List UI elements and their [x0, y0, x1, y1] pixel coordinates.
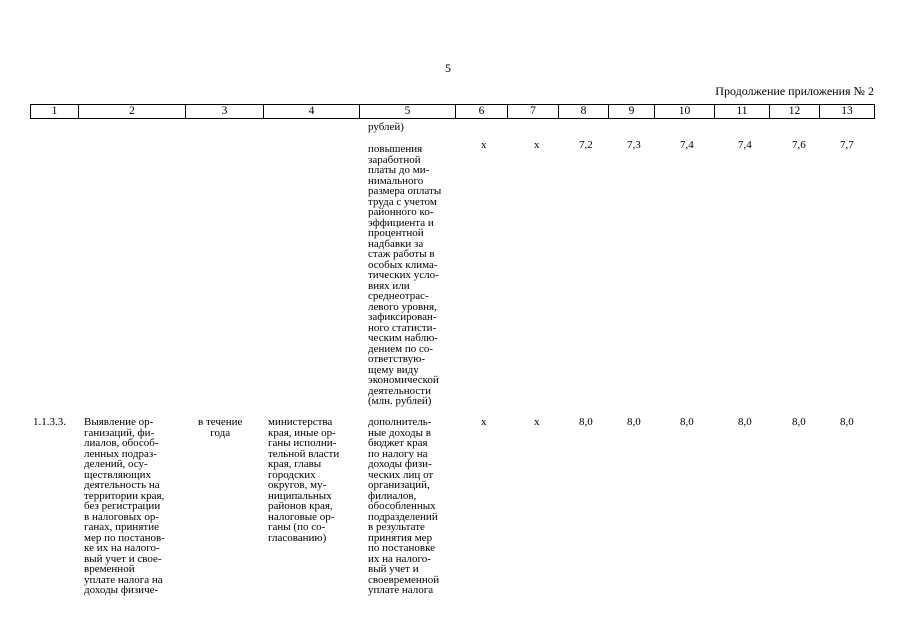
column-header: 12 — [770, 105, 820, 119]
row-2-col8: 8,0 — [579, 416, 593, 428]
column-header: 13 — [820, 105, 875, 119]
row-2-indicator: дополнитель- ные доходы в бюджет края по налогу на доходы физи- ческих лиц от организаций, филиалов, обособленных подразделений в результате принятия мер по постановке их на налого- вый учет и своевременной уплате налога — [368, 416, 440, 596]
row-1-col11: 7,4 — [738, 139, 752, 151]
row-2-col12: 8,0 — [792, 416, 806, 428]
column-header: 2 — [79, 105, 186, 119]
row-1-col13: 7,7 — [840, 139, 854, 151]
page-number: 5 — [445, 61, 451, 75]
row-2-col7: х — [534, 416, 540, 428]
column-header: 5 — [360, 105, 456, 119]
row-2-col9: 8,0 — [627, 416, 641, 428]
column-header: 10 — [655, 105, 715, 119]
column-header: 6 — [456, 105, 508, 119]
row-1-col12: 7,6 — [792, 139, 806, 151]
row-1-col9: 7,3 — [627, 139, 641, 151]
column-header: 9 — [609, 105, 655, 119]
row-2-measure: Выявление ор- ганизаций, фи- лиалов, обособ- ленных подраз- делений, осу- ществляющих деятельность на территории края, без регистрации в налоговых ор- ганах, принятие мер по постанов- ке их на налого- вый учет и свое- временной уплате налога на доходы физиче- — [84, 416, 165, 596]
row-2-col6: х — [481, 416, 487, 428]
row-2-responsible: министерства края, иные ор- ганы исполни- тельной власти края, главы городских округов, му- ниципальных районов края, налоговые ор- ганы (по со- гласованию) — [268, 416, 340, 544]
column-header: 3 — [186, 105, 264, 119]
column-header: 8 — [559, 105, 609, 119]
row-2-col13: 8,0 — [840, 416, 854, 428]
column-header: 1 — [31, 105, 79, 119]
column-header-table — [30, 104, 875, 119]
row-2-code: 1.1.3.3. — [33, 416, 66, 428]
row-1-indicator: повышения заработной платы до ми- нимального размера оплаты труда с учетом районного ко- эффициента и процентной надбавки за стаж работы в особых клима- тических усло- виях или среднеотрас- левого уровня, зафиксирован- ного статисти- ческим наблю- дением по со- ответствую- щему виду экономической деятельности (млн. рублей) — [368, 143, 442, 407]
column-header: 7 — [508, 105, 559, 119]
row-0-indicator: рублей) — [368, 121, 404, 133]
row-1-col7: х — [534, 139, 540, 151]
continuation-label: Продолжение приложения № 2 — [715, 84, 874, 98]
row-1-col10: 7,4 — [680, 139, 694, 151]
row-2-col11: 8,0 — [738, 416, 752, 428]
row-2-col10: 8,0 — [680, 416, 694, 428]
column-header: 4 — [264, 105, 360, 119]
row-2-term: в течение года — [198, 416, 243, 439]
column-header: 11 — [715, 105, 770, 119]
row-1-col8: 7,2 — [579, 139, 593, 151]
row-1-col6: х — [481, 139, 487, 151]
